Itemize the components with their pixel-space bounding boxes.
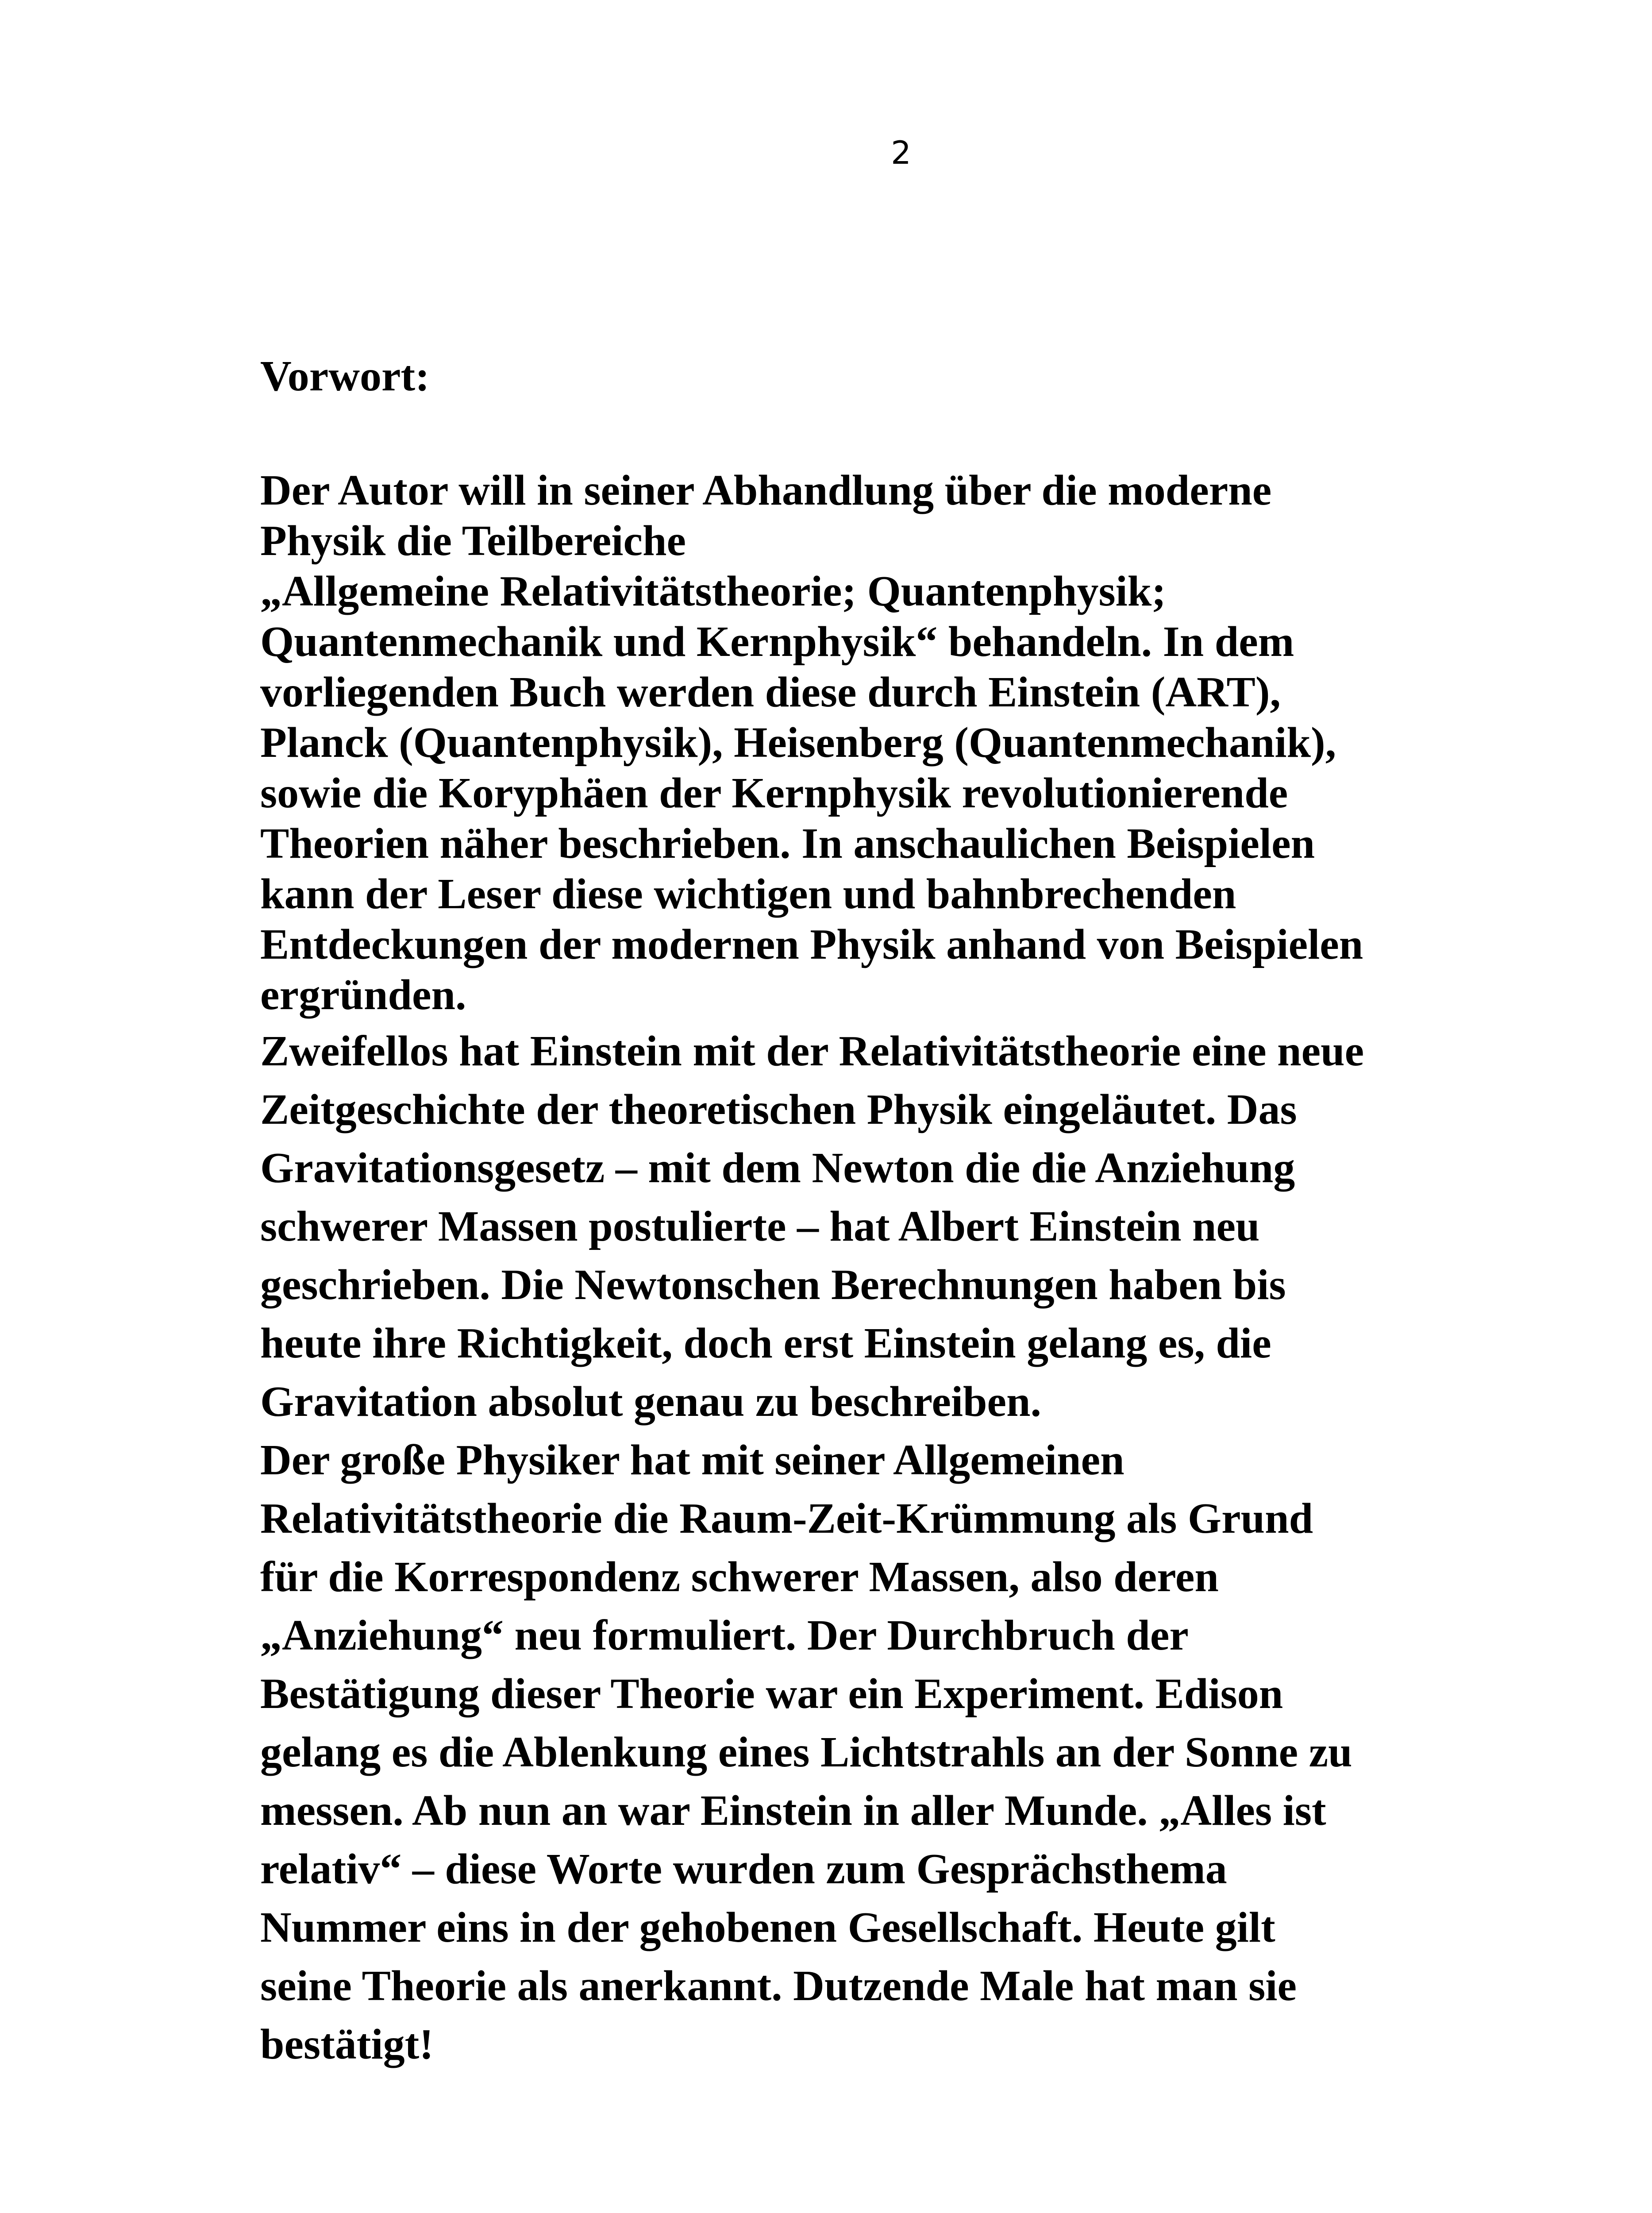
text-line: Physik die Teilbereiche bbox=[260, 517, 686, 565]
text-line: Der Autor will in seiner Abhandlung über die moderne bbox=[260, 467, 1272, 514]
text-line: „Anziehung“ neu formuliert. Der Durchbruch der bbox=[260, 1612, 1189, 1659]
text-line: Quantenmechanik und Kernphysik“ behandeln. In dem bbox=[260, 618, 1294, 666]
text-line: Der große Physiker hat mit seiner Allgemeinen bbox=[260, 1436, 1124, 1484]
text-line: Entdeckungen der modernen Physik anhand von Beispielen bbox=[260, 921, 1363, 968]
text-line: geschrieben. Die Newtonschen Berechnungen haben bis bbox=[260, 1261, 1286, 1309]
text-line: Planck (Quantenphysik), Heisenberg (Quantenmechanik), bbox=[260, 719, 1336, 767]
text-line: Zweifellos hat Einstein mit der Relativitätstheorie eine neue bbox=[260, 1027, 1364, 1075]
text-line: heute ihre Richtigkeit, doch erst Einstein gelang es, die bbox=[260, 1319, 1271, 1367]
text-line: relativ“ – diese Worte wurden zum Gesprächsthema bbox=[260, 1845, 1227, 1893]
paragraph-einstein-gravitation bbox=[260, 1022, 1411, 1431]
text-line: Gravitationsgesetz – mit dem Newton die die Anziehung bbox=[260, 1144, 1295, 1192]
text-line: bestätigt! bbox=[260, 2020, 434, 2068]
text-line: schwerer Massen postulierte – hat Albert Einstein neu bbox=[260, 1203, 1260, 1250]
section-heading: Vorwort: bbox=[260, 352, 430, 400]
text-line: Zeitgeschichte der theoretischen Physik eingeläutet. Das bbox=[260, 1086, 1297, 1133]
text-line: Bestätigung dieser Theorie war ein Experiment. Edison bbox=[260, 1670, 1283, 1718]
paragraph-introduction bbox=[260, 465, 1411, 1020]
text-line: Relativitätstheorie die Raum-Zeit-Krümmung als Grund bbox=[260, 1495, 1313, 1542]
text-line: Theorien näher beschrieben. In anschaulichen Beispielen bbox=[260, 820, 1315, 867]
text-line: seine Theorie als anerkannt. Dutzende Male hat man sie bbox=[260, 1962, 1297, 2010]
text-line: für die Korrespondenz schwerer Massen, also deren bbox=[260, 1553, 1219, 1601]
text-line: vorliegenden Buch werden diese durch Einstein (ART), bbox=[260, 668, 1281, 716]
paragraph-spacetime-curvature bbox=[260, 1431, 1411, 2074]
text-line: gelang es die Ablenkung eines Lichtstrahls an der Sonne zu bbox=[260, 1728, 1352, 1776]
text-line: ergründen. bbox=[260, 971, 466, 1019]
text-line: Gravitation absolut genau zu beschreiben. bbox=[260, 1378, 1042, 1426]
text-line: kann der Leser diese wichtigen und bahnbrechenden bbox=[260, 870, 1236, 918]
text-line: Nummer eins in der gehobenen Gesellschaft. Heute gilt bbox=[260, 1904, 1275, 1951]
text-line: messen. Ab nun an war Einstein in aller Munde. „Alles ist bbox=[260, 1787, 1326, 1835]
text-line: sowie die Koryphäen der Kernphysik revolutionierende bbox=[260, 769, 1288, 817]
text-line: „Allgemeine Relativitätstheorie; Quantenphysik; bbox=[260, 567, 1166, 615]
page-number: 2 bbox=[891, 134, 911, 171]
